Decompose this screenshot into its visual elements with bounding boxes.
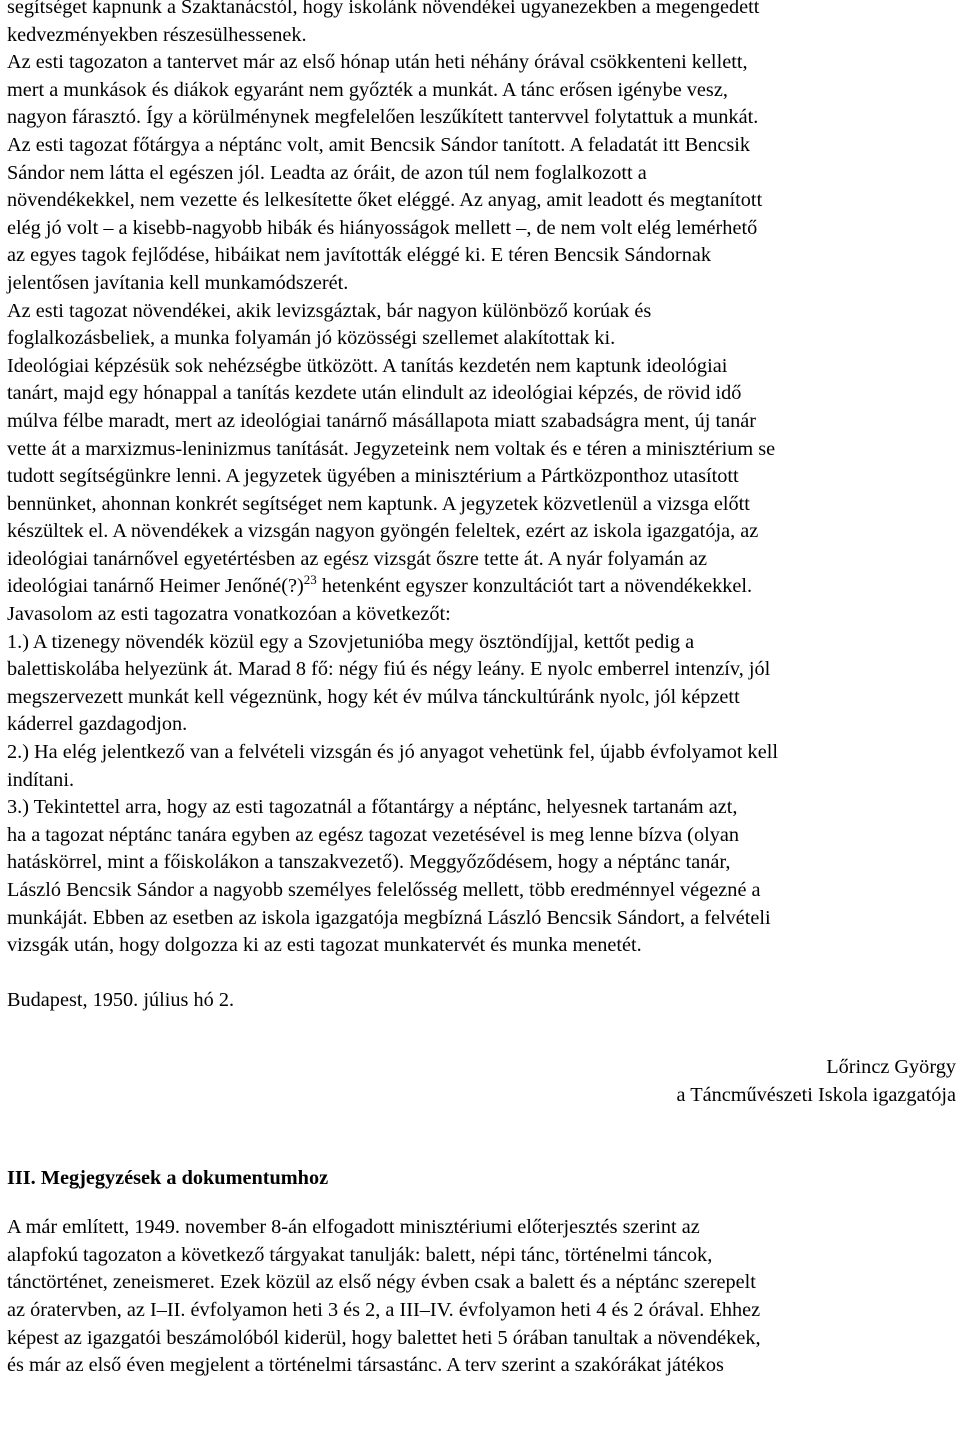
text-line: indítani.: [7, 768, 75, 791]
text-line: az óratervben, az I–II. évfolyamon heti 3 és 2, a III–IV. évfolyamon heti 4 és 2 órával. Ehhez: [7, 1298, 761, 1321]
spacer: [7, 1014, 956, 1054]
spacer: [7, 960, 956, 987]
text-line: múlva félbe maradt, mert az ideológiai tanárnő másállapota miatt szabadságra ment, új tanár: [7, 409, 756, 432]
text-line: 3.) Tekintettel arra, hogy az esti tagozatnál a főtantárgy a néptánc, helyesnek tartanám azt,: [7, 796, 738, 819]
text-line: kedvezményekben részesülhessenek.: [7, 23, 307, 46]
text-line: vizsgák után, hogy dolgozza ki az esti tagozat munkatervét és munka menetét.: [7, 934, 642, 957]
text-line: [7, 573, 956, 601]
text-line: segítséget kapnunk a Szaktanácstól, hogy iskolánk növendékei ugyanezekben a megengedett: [7, 0, 760, 18]
text-line: ha a tagozat néptánc tanára egyben az egész tagozat vezetésével is meg lenne bízva (olyan: [7, 823, 739, 846]
text-line: bennünket, ahonnan konkrét segítséget nem kaptunk. A jegyzetek közvetlenül a vizsga előtt: [7, 492, 750, 515]
text-line: Az esti tagozat főtárgya a néptánc volt, amit Bencsik Sándor tanított. A feladatát itt Bencsik: [7, 133, 751, 156]
text-line: László Bencsik Sándor a nagyobb személyes felelősség mellett, több eredménnyel végezné a: [7, 879, 761, 901]
spacer: [7, 1192, 956, 1214]
text-line: balettiskolába helyezünk át. Marad 8 fő: négy fiú és négy leány. E nyolc emberrel intenzív, jól: [7, 658, 771, 681]
signatory-title: a Táncművészeti Iskola igazgatója: [676, 1083, 956, 1106]
text-line: munkáját. Ebben az esetben az iskola igazgatója megbízná László Bencsik Sándort, a felvételi: [7, 906, 771, 929]
signature-block: [7, 1054, 956, 1109]
text-line: 2.) Ha elég jelentkező van a felvételi vizsgán és jó anyagot vehetünk fel, újabb évfolyamot kell: [7, 741, 778, 764]
text-line: 1.) A tizenegy növendék közül egy a Szovjetunióba megy ösztöndíjjal, kettőt pedig a: [7, 630, 695, 653]
section-body: [7, 1214, 956, 1380]
text-line: készültek el. A növendékek a vizsgán nagyon gyöngén feleltek, ezért az iskola igazgatója, az: [7, 520, 759, 543]
text-line: és már az első éven megjelent a történelmi társastánc. A terv szerint a szakórákat játékos: [7, 1354, 724, 1377]
text-line: tudott segítségünkre lenni. A jegyzetek ügyében a minisztérium a Pártközponthoz utasított: [7, 465, 739, 488]
text-line: mert a munkások és diákok egyaránt nem győzték a munkát. A tánc erősen igénybe vesz,: [7, 78, 728, 101]
text-line: elég jó volt – a kisebb-nagyobb hibák és hiányosságok mellett –, de nem volt elég lemérhető: [7, 216, 758, 239]
text-fragment: hetenként egyszer konzultációt tart a növendékekkel.: [316, 575, 753, 598]
text-line: ideológiai tanárnővel egyetértésben az egész vizsgát őszre tette át. A nyár folyamán az: [7, 547, 707, 570]
text-line: tanárt, majd egy hónappal a tanítás kezdete után elindult az ideológiai képzés, de rövid idő: [7, 382, 742, 405]
text-line: megszervezett munkát kell végeznünk, hogy két év múlva tánckultúránk nyolc, jól képzett: [7, 685, 740, 708]
text-line: Az esti tagozaton a tantervet már az első hónap után heti néhány órával csökkenteni kellett,: [7, 51, 748, 74]
text-line: növendékekkel, nem vezette és lelkesítette őket eléggé. Az anyag, amit leadott és megtanított: [7, 189, 763, 212]
text-line: foglalkozásbeliek, a munka folyamán jó közösségi szellemet alakítottak ki.: [7, 327, 616, 350]
text-line: Sándor nem látta el egészen jól. Leadta az óráit, de azon túl nem foglalkozott a: [7, 161, 647, 184]
text-line: Javasolom az esti tagozatra vonatkozóan a következőt:: [7, 603, 451, 626]
text-line: Ideológiai képzésük sok nehézségbe ütközött. A tanítás kezdetén nem kaptunk ideológiai: [7, 354, 728, 377]
text-line: Az esti tagozat növendékei, akik levizsgáztak, bár nagyon különböző korúak és: [7, 299, 652, 322]
text-fragment: ideológiai tanárnő Heimer Jenőné(?): [7, 575, 304, 598]
spacer: [7, 1110, 956, 1165]
footnote-reference[interactable]: 23: [303, 572, 317, 588]
date-line: Budapest, 1950. július hó 2.: [7, 988, 235, 1011]
text-line: A már említett, 1949. november 8-án elfogadott minisztériumi előterjesztés szerint az: [7, 1216, 700, 1239]
signatory-name: Lőrincz György: [826, 1056, 956, 1079]
text-line: nagyon fárasztó. Így a körülménynek megfelelően leszűkített tantervvel folytattuk a munkát.: [7, 106, 759, 129]
text-line: tánctörténet, zeneismeret. Ezek közül az első négy évben csak a balett és a néptánc szerepelt: [7, 1271, 756, 1294]
text-line: az egyes tagok fejlődése, hibáikat nem javították eléggé ki. E téren Bencsik Sándornak: [7, 244, 711, 267]
text-line: hatáskörrel, mint a főiskolákon a tanszakvezető). Meggyőződésem, hogy a néptánc tanár,: [7, 851, 731, 874]
text-line: káderrel gazdagodjon.: [7, 713, 188, 736]
report-body: [7, 0, 956, 960]
section-heading: III. Megjegyzések a dokumentumhoz: [7, 1166, 329, 1189]
text-line: alapfokú tagozaton a következő tárgyakat tanulják: balett, népi tánc, történelmi táncok,: [7, 1243, 713, 1266]
text-line: képest az igazgatói beszámolóból kiderül, hogy balettet heti 5 órában tanultak a növendékek,: [7, 1326, 761, 1349]
text-line: jelentősen javítania kell munkamódszerét.: [7, 271, 349, 294]
text-line: vette át a marxizmus-leninizmus tanítását. Jegyzeteink nem voltak és e téren a minisztérium se: [7, 437, 776, 460]
